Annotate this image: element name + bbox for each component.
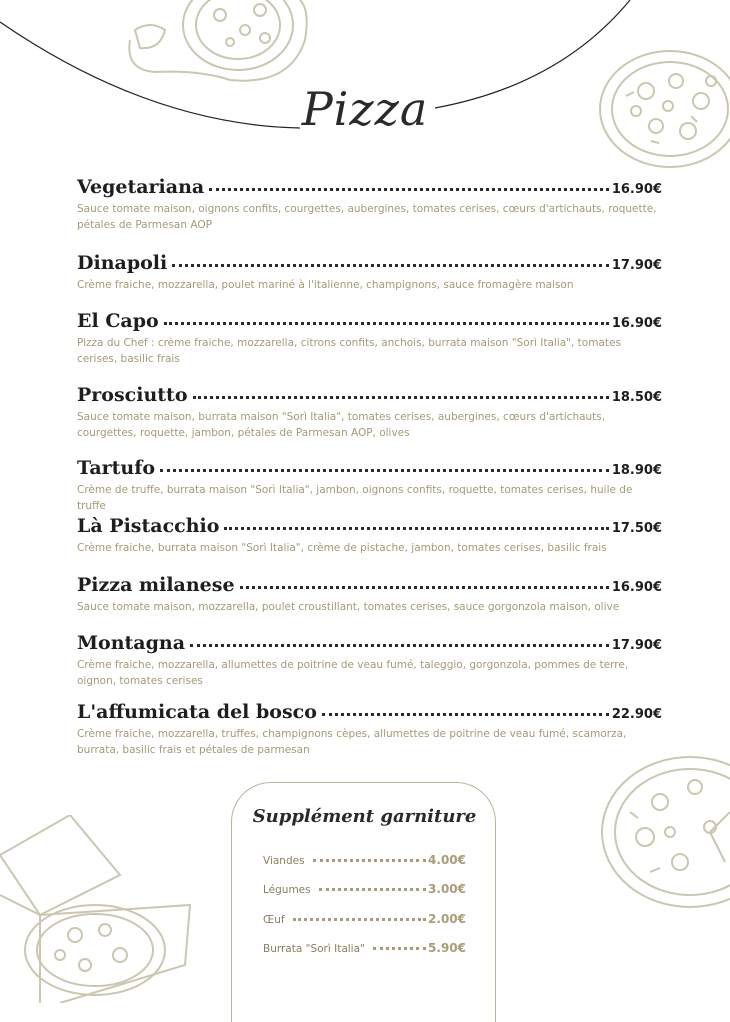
dot-leader [373, 947, 426, 950]
pizza-box-sketch-icon [0, 815, 200, 1003]
item-name: Tartufo [77, 457, 156, 479]
item-price: 17.50€ [611, 521, 662, 536]
menu-item [77, 632, 662, 689]
pizza-board-sketch-icon [120, 0, 320, 90]
supplement-price: 2.00€ [428, 912, 466, 926]
supplement-title: Supplément garniture [252, 806, 477, 827]
item-name: Vegetariana [77, 176, 205, 198]
supplement-label: Légumes [263, 884, 311, 896]
supplement-label: Burrata "Sorì Italia" [263, 943, 365, 955]
supplement-price: 3.00€ [428, 882, 466, 896]
item-name: Prosciutto [77, 384, 188, 406]
dot-leader [224, 527, 608, 530]
dot-leader [164, 322, 609, 325]
item-price: 17.90€ [611, 638, 662, 653]
dot-leader [240, 586, 609, 589]
item-price: 16.90€ [611, 182, 662, 197]
supplement-label: Viandes [263, 855, 305, 867]
dot-leader [190, 644, 609, 647]
dot-leader [209, 188, 609, 191]
item-description: Sauce tomate maison, mozzarella, poulet croustillant, tomates cerises, sauce gorgonzola maison, olive [77, 601, 620, 613]
dot-leader [322, 713, 609, 716]
supplement-row [263, 912, 466, 926]
item-price: 17.90€ [611, 258, 662, 273]
menu-item [77, 384, 662, 441]
item-name: Là Pistacchio [77, 515, 220, 537]
item-name: L'affumicata del bosco [77, 701, 317, 723]
supplement-panel [231, 782, 496, 1022]
menu-item [77, 310, 662, 367]
supplement-price: 4.00€ [428, 853, 466, 867]
item-name: Montagna [77, 632, 186, 654]
item-price: 16.90€ [611, 316, 662, 331]
menu-item [77, 176, 662, 233]
item-price: 18.50€ [611, 390, 662, 405]
supplement-row [263, 882, 466, 896]
item-description: Sauce tomate maison, burrata maison "Sorì Italia", tomates cerises, aubergines, cœurs d'artichauts, courgettes, roquette, jambon, pétales de Parmesan AOP, olives [77, 411, 606, 439]
dot-leader [313, 859, 426, 862]
item-description: Crème fraiche, mozzarella, allumettes de poitrine de veau fumé, taleggio, gorgonzola, pommes de terre, oignon, tomates cerises [77, 659, 629, 687]
item-description: Crème de truffe, burrata maison "Sorì Italia", jambon, oignons confits, roquette, tomates cerises, huile de truffe [77, 484, 633, 512]
item-description: Crème fraiche, mozzarella, truffes, champignons cèpes, allumettes de poitrine de veau fumé, scamorza, burrata, basilic frais et pétales de parmesan [77, 728, 627, 756]
dot-leader [160, 469, 609, 472]
dot-leader [293, 918, 426, 921]
item-price: 18.90€ [611, 463, 662, 478]
item-name: Dinapoli [77, 252, 168, 274]
item-price: 22.90€ [611, 707, 662, 722]
pizza-sketch-bottom-right-icon [600, 752, 730, 912]
item-description: Crème fraiche, mozzarella, poulet mariné à l'italienne, champignons, sauce fromagère maison [77, 279, 574, 291]
item-name: Pizza milanese [77, 574, 235, 596]
item-name: El Capo [77, 310, 159, 332]
supplement-row [263, 941, 466, 955]
menu-item [77, 515, 662, 556]
supplement-price: 5.90€ [428, 941, 466, 955]
item-description: Pizza du Chef : crème fraiche, mozzarella, citrons confits, anchois, burrata maison "Sorì Italia", tomates cerises, basilic frais [77, 337, 621, 365]
menu-item [77, 574, 662, 615]
dot-leader [319, 888, 426, 891]
item-price: 16.90€ [611, 580, 662, 595]
supplement-row [263, 853, 466, 867]
menu-item [77, 457, 662, 514]
item-description: Crème fraiche, burrata maison "Sorì Italia", crème de pistache, jambon, tomates cerises, basilic frais [77, 542, 607, 554]
page-title: Pizza [301, 82, 429, 136]
menu-item [77, 252, 662, 293]
menu-item [77, 701, 662, 758]
dot-leader [172, 264, 609, 267]
item-description: Sauce tomate maison, oignons confits, courgettes, aubergines, tomates cerises, cœurs d'artichauts, roquette, pétales de Parmesan AOP [77, 203, 657, 231]
dot-leader [193, 396, 609, 399]
supplement-label: Œuf [263, 914, 285, 926]
